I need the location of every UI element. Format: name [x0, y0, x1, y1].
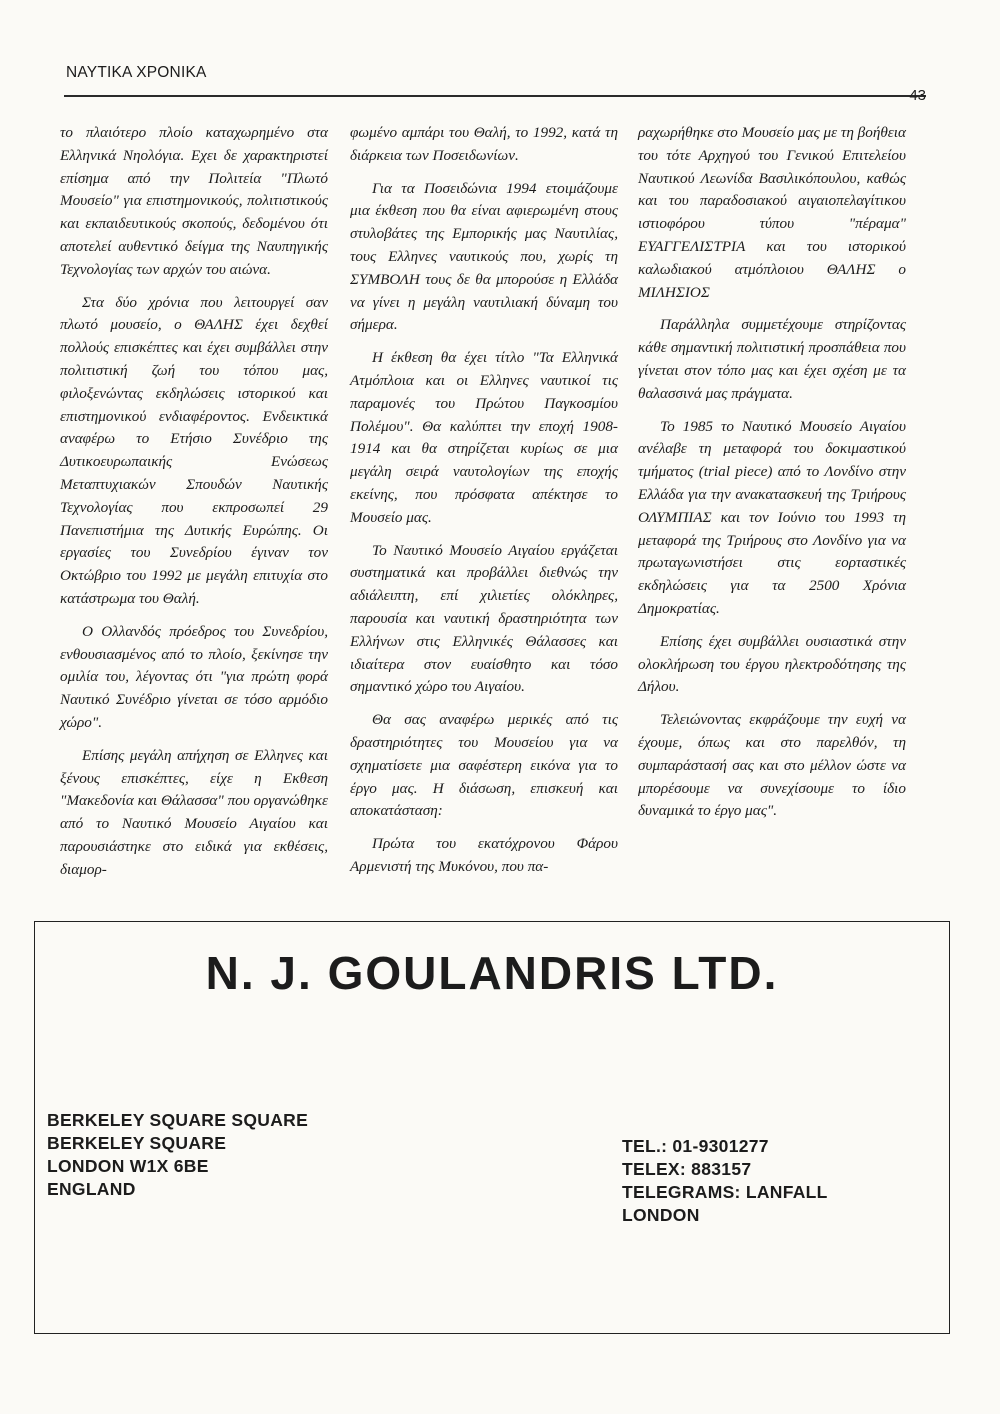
- ad-contact-line: TELEX: 883157: [622, 1159, 752, 1179]
- ad-address-line: ENGLAND: [47, 1179, 136, 1199]
- paragraph: το πλαιότερο πλοίο καταχωρημένο στα Ελληνικά Νηολόγια. Εχει δε χαρακτηριστεί επίσημα από την Πολιτεία "Πλωτό Μουσείο" για επιστημονικούς, πολιτιστικούς και εκπαιδευτικούς σκοπούς, δεδομένου ότι αποτελεί αυθεντικό δείγμα της Ναυπηγικής Τεχνολογίας των αρχών του αιώνα.: [60, 124, 328, 278]
- paragraph: Επίσης μεγάλη απήχηση σε Ελληνες και ξένους επισκέπτες, είχε η Εκθεση "Μακεδονία και Θάλασσα" που οργανώθηκε από το Ναυτικό Μουσείο Αιγαίου και παρουσιάστηκε στο ειδικά για εκθέσεις, διαμορ-: [60, 746, 328, 878]
- paragraph: Το 1985 το Ναυτικό Μουσείο Αιγαίου ανέλαβε τη μεταφορά του δοκιμαστικού τμήματος (trial piece) από το Λονδίνο στην Ελλάδα για την ανακατασκευή της Τριήρους ΟΛΥΜΠΙΑΣ και τον Ιούνιο του 1993 τη μεταφορά της Τριήρους στο Λονδίνο για να πρωταγωνιστήσει στις εορταστικές εκδηλώσεις για τα 2500 Χρόνια Δημοκρατίας.: [638, 417, 906, 617]
- header-divider: [64, 95, 926, 97]
- article-column-2: [350, 122, 618, 889]
- paragraph: Η έκθεση θα έχει τίτλο "Τα Ελληνικά Ατμόπλοια και οι Ελληνες ναυτικοί τις παραμονές του Πρώτου Παγκοσμίου Πολέμου". Θα καλύπτει την εποχή 1908-1914 και θα στηρίζεται κυρίως σε μια μεγάλη σειρά ναυτολογίων της εποχής εκείνης, που πρόσφατα απέκτησε το Μουσείο μας.: [350, 349, 618, 526]
- paragraph: Το Ναυτικό Μουσείο Αιγαίου εργάζεται συστηματικά και προβάλλει διεθνώς την αδιάλειπτη, επί χιλιετίες ολόκληρες, παρουσία και ναυτική δραστηριότητα των Ελλήνων στις Ελληνικές Θάλασσες και ιδιαίτερα στον ευαίσθητο και τόσο σημαντικό χώρο του Αιγαίου.: [350, 541, 618, 696]
- ad-address-line: BERKELEY SQUARE: [47, 1133, 227, 1153]
- article-column-1: [60, 122, 328, 892]
- paragraph: Πρώτα του εκατόχρονου Φάρου Αρμενιστή της Μυκόνου, που πα-: [350, 835, 618, 875]
- ad-address-line: LONDON W1X 6BE: [47, 1156, 209, 1176]
- ad-address-line: BERKELEY SQUARE SQUARE: [47, 1110, 309, 1130]
- journal-title: ΝΑΥΤΙΚΑ ΧΡΟΝΙΚΑ: [66, 64, 207, 81]
- paragraph: Στα δύο χρόνια που λειτουργεί σαν πλωτό μουσείο, ο ΘΑΛΗΣ έχει δεχθεί πολλούς επισκέπτες και έχει συμβάλλει στην πολιτιστική ζωή του τόπου μας, φιλοξενώντας εκδηλώσεις ιστορικού και επιστημονικού ενδιαφέροντος. Ενδεικτικά αναφέρω το Ετήσιο Συνέδριο της Δυτικοευρωπαικής Ενώσεως Μεταπτυχιακών Σπουδών Ναυτικής Τεχνολογίας που εκπροσωπεί 29 Πανεπιστήμια της Δυτικής Ευρώπης. Οι εργασίες του Συνεδρίου έγιναν τον Οκτώβριο του 1992 με μεγάλη επιτυχία στο κατάστρωμα του Θαλή.: [60, 293, 328, 607]
- paragraph: Ο Ολλανδός πρόεδρος του Συνεδρίου, ενθουσιασμένος από το πλοίο, ξεκίνησε την ομιλία του, λέγοντας ότι "για πρώτη φορά Ναυτικό Συνέδριο γίνεται σε τόσο αρμόδιο χώρο".: [60, 622, 328, 731]
- paragraph: Θα σας αναφέρω μερικές από τις δραστηριότητες του Μουσείου για να σχηματίσετε μια σαφέστερη εικόνα για το έργο μας. Η διάσωση, επισκευή και αποκατάσταση:: [350, 711, 618, 820]
- article-column-3: [638, 122, 906, 833]
- ad-contact-line: TEL.: 01-9301277: [622, 1136, 769, 1156]
- ad-address-block: [47, 1109, 308, 1201]
- paragraph: Παράλληλα συμμετέχουμε στηρίζοντας κάθε σημαντική πολιτιστική προσπάθεια που γίνεται στον τόπο μας και έχει σχέση με τα θαλασσινά μας πράγματα.: [638, 316, 906, 402]
- advertisement-box: [34, 921, 950, 1334]
- paragraph: Για τα Ποσειδώνια 1994 ετοιμάζουμε μια έκθεση που θα είναι αφιερωμένη στους στυλοβάτες της Εμπορικής μας Ναυτιλίας, τους Ελληνες ναυτικούς που, χωρίς τη ΣΥΜΒΟΛΗ τους δε θα μπορούσε η Ελλάδα να γίνει η μεγάλη ναυτιλιακή δύναμη του σήμερα.: [350, 179, 618, 334]
- paragraph: ραχωρήθηκε στο Μουσείο μας με τη βοήθεια του τότε Αρχηγού του Γενικού Επιτελείου Ναυτικού Λεωνίδα Βασιλικόπουλου, καθώς και του παραδοσιακού αιγαιοπελαγίτικου ιστιοφόρου τύπου "πέραμα" ΕΥΑΓΓΕΛΙΣΤΡΙΑ και του ιστορικού καλωδιακού ατμόπλοιου ΘΑΛΗΣ ο ΜΙΛΗΣΙΟΣ: [638, 124, 906, 301]
- ad-contact-line: TELEGRAMS: LANFALL: [622, 1182, 828, 1202]
- ad-company-name: N. J. GOULANDRIS LTD.: [205, 947, 779, 999]
- page-number: 43: [909, 87, 926, 104]
- paragraph: Επίσης έχει συμβάλλει ουσιαστικά στην ολοκλήρωση του έργου ηλεκτροδότησης της Δήλου.: [638, 632, 906, 696]
- paragraph: φωμένο αμπάρι του Θαλή, το 1992, κατά τη διάρκεια των Ποσειδωνίων.: [350, 124, 618, 164]
- ad-contact-line: LONDON: [622, 1205, 700, 1225]
- paragraph: Τελειώνοντας εκφράζουμε την ευχή να έχουμε, όπως και στο παρελθόν, τη συμπαράστασή σας και στο μέλλον ώστε να μπορέσουμε να συνεχίσουμε το ίδιο δυναμικά το έργο μας".: [638, 711, 906, 820]
- ad-contact-block: [622, 1135, 828, 1227]
